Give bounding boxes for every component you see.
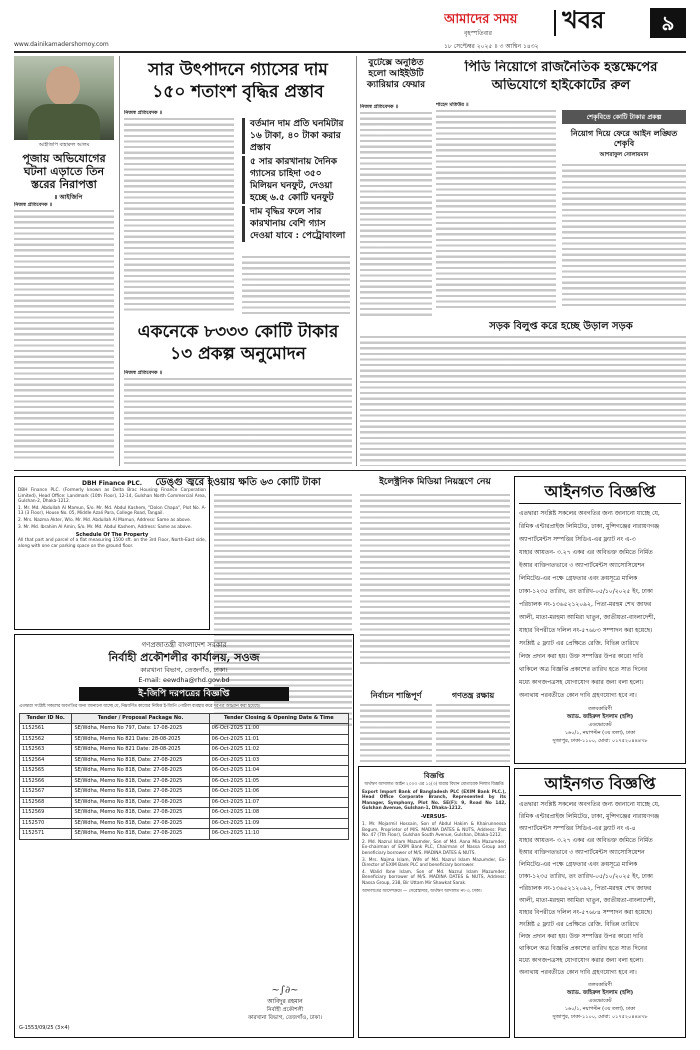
legal-notice-1-line: ঢাকা-১২৩৫ তারিখ, তং তারিখ-০৫/১০/২০২৫ ইং, ঢাকা (519, 588, 653, 595)
gas-bullet-1: বর্তমান দাম প্রতি ঘনমিটার ১৬ টাকা, ৪০ টাকা করার প্রস্তাব (242, 118, 350, 154)
legal-notice-1-line: ইআর ব্যক্তিগতভাবে ৩ অ্যাপার্টমেন্টস অ্যাসোসিয়েশন (519, 562, 645, 569)
table-row (20, 808, 349, 819)
section-title: খবর (562, 8, 605, 34)
legal-notice-2-line: ইআর ব্যক্তিগতভাবে ৩ অ্যাপার্টমেন্টস অ্যাসোসিয়েশন (519, 849, 645, 856)
left-headline: পূজায় অভিযোগের ঘটনা এড়াতে তিন স্তরের নিরাপত্তা (22, 152, 106, 191)
pdb-story (436, 56, 686, 318)
democracy-headline: গণতন্ত্র রক্ষায় (451, 690, 495, 700)
legal-notice-2-line: সংশ্লিষ্ট ৫ ফ্ল্যাট এর প্রেক্ষিতে রেজি. বিভিন্ন তারিখে (519, 921, 639, 928)
brand-logo: আমাদের সময় (444, 12, 518, 27)
egp-intro: এতদ্বারা সংশ্লিষ্ট সকলের অবগতির জন্য জানানো যাচ্ছে যে, নিম্নবর্ণিত কাজের নিমিত্ত ই-জিপি পোর্টাল ব্যবহার করে দরপত্র আহ্বান করা হয়েছে। (19, 704, 261, 709)
butex-sub: নিজস্ব প্রতিবেদক ॥ (360, 104, 399, 110)
legal-notice-1-line: অ্যাপার্টমেন্টস সম্পত্তির সিডিএ-এর ফ্ল্যাট নং এ-৩ (519, 536, 636, 543)
table-cell: SE/Wdha, Memo No 818, Date: 27-08-2025 (72, 818, 209, 829)
pdb-sub: শাহেদ মতিউর ॥ (436, 102, 469, 108)
legal-notice-2-line: রিমিক এন্টারপ্রাইজ লিমিটেড, ঢাকা, মুন্সিগঞ্জের নারায়ণগঞ্জ (519, 813, 660, 820)
legal-notice-2-address: ১৬০/১, নয়াপল্টন (৩য় তলা), ঢাকা (564, 1006, 636, 1012)
legal-notice-2-line: লিমিটেড-এর পক্ষে গ্রেফতার এবং ক্রয়সূত্রে মালিক (519, 861, 638, 868)
legal-notice-2-line: আলী, মাতা-মরহুমা আমিরা খাতুন, জাতীয়তা-বাংলাদেশী, (519, 897, 656, 904)
pdb-headline-1: পিডি নিয়োগে রাজনৈতিক হস্তক্ষেপের (464, 60, 658, 75)
sidebar-headline: নিয়োগ দিয়ে ফেরে আইন লঙ্ঘিত শেকৃবি (570, 128, 678, 148)
table-row (20, 818, 349, 829)
table-row (20, 776, 349, 787)
ecnec-headline-1: একনেকে ৮৩৩৩ কোটি টাকার (137, 322, 339, 342)
legal-notice-1-body (519, 507, 681, 702)
dengue-headline: ডেঙ্গু জ্বরে হওয়ায় ক্ষতি ৬৩ কোটি টাকা (155, 477, 321, 488)
legal-notice-2-phone: সুজাপুর, ঢাকা-১১০০, মোবা: ০১৭৫২০৪৪৪৭৮ (552, 1014, 648, 1020)
legal-notice-1-lawyer: অ্যাড. জহিরুল ইসলাম (হলি) (566, 714, 634, 720)
exim-defendant: 1. Mr. Mojarmil Hossain, Son of Abdul Hakim & Khairunnessa Begum, Proprietor of M/S. MADINA DATES & NUTS, Address: Plot No. 47 (7th Floor), Gulshan South Avenue, Gulshan, Dhaka-1212. (362, 821, 506, 839)
egp-email[interactable]: E-mail: eewdha@rhd.gov.bd (138, 676, 230, 684)
tender-table (19, 713, 349, 840)
table-row (20, 829, 349, 840)
ecnec-body (124, 378, 352, 464)
egp-signature (225, 985, 345, 1023)
legal-notice-1-title: আইনগত বিজ্ঞপ্তি (519, 481, 681, 504)
legal-notice-2-line: এতদ্বারা সংশ্লিষ্ট সকলের অবগতির জন্য জানানো যাচ্ছে যে, (519, 801, 660, 808)
signature-scrawl: ~∫∂~ (271, 985, 299, 996)
table-row (20, 797, 349, 808)
legal-notice-2-line: ঢাকা-১২৩৫ তারিখ, তং তারিখ-০৫/১০/২০২৫ ইং, ঢাকা (519, 873, 653, 880)
masthead-day: বৃহস্পতিবার (464, 30, 492, 37)
dbh-line: 2. Mrs. Nazma Akter, W/o. Mr. Md. Abdullah Al Mamun, Address: Same as above. (18, 517, 192, 523)
legal-notice-2-lawyer: অ্যাড. জহিরুল ইসলাম (হলি) (566, 990, 634, 996)
exim-defendant: 4. Walid Ibne Islam, Son of Md. Nazrul Islam Mazumder, Beneficiary borrower of M/S. MADINA DATES & NUTS, Address: Nassa Group, 238, Bir Uttam Mir Shawkat Sarak. (362, 869, 506, 886)
butex-story (360, 56, 432, 318)
tender-table-header (20, 713, 349, 724)
gas-bullet-2: ৫ সার কারখানায় দৈনিক গ্যাসের চাহিদা ৩৫০ মিলিয়ন ঘনফুট, দেওয়া হচ্ছে ৬.৫ কোটি ঘনফুট (242, 156, 350, 204)
legal-notice-1-line: লিমিটেড-এর পক্ষে গ্রেফতার এবং ক্রয়সূত্রে মালিক (519, 575, 638, 582)
tender-column-header: Tender / Proposal Package No. (72, 713, 209, 724)
dbh-notice (14, 476, 210, 630)
legal-notice-1-address: ১৬০/১, নয়াপল্টন (৩য় তলা), ঢাকা (564, 730, 636, 736)
exim-title: বিজ্ঞপ্তি (423, 772, 445, 780)
sidebar-box (562, 110, 686, 310)
election-body (360, 704, 432, 762)
gas-sub: নিজস্ব প্রতিবেদক ॥ (124, 110, 163, 116)
table-cell: 1152563 (20, 745, 72, 756)
website-url[interactable]: www.dainikamadershomoy.com (14, 41, 109, 48)
dbh-footer: All that part and parcel of a flat measuring 1500 sft. on the 3rd Floor, North-East side, along with one car parking space on the ground floor. (18, 538, 206, 549)
legal-notice-1-lawyer-title: এডভোকেট (588, 722, 612, 728)
democracy-body (436, 704, 510, 762)
legal-notice-2-body (519, 799, 681, 979)
table-cell: SE/Wdha, Memo No 818, Date: 27-08-2025 (72, 808, 209, 819)
table-cell: 1152561 (20, 724, 72, 735)
road-headline: সড়ক বিলুপ্ত করে হচ্ছে উড়াল সড়ক (489, 321, 633, 332)
left-byline: ॥ আইজিপি (54, 194, 83, 201)
butex-body (360, 112, 432, 316)
legal-notice-1-line: থাকিলে অত্র বিজ্ঞপ্তি প্রকাশের তারিখ হতে সাত দিনের (519, 666, 648, 673)
table-cell: SE/Wdha, Memo No 821 Date: 28-08-2025 (72, 734, 209, 745)
exim-defendant: 2. Md. Nazrul Islam Mazumder, Son of Md. Aana Mia Mazumder, Ex-chairman of EXIM Bank PLC, Chairman of Nassa Group and beneficiary borrower of M/S. MADINA DATES & NUTS. (362, 839, 506, 856)
legal-notice-1 (514, 476, 686, 764)
egp-signer-office: কারখানা বিভাগ, তেজগাঁও, ঢাকা। (248, 1015, 322, 1021)
legal-notice-1-line: সংশ্লিষ্ট ৫ ফ্ল্যাট এর প্রেক্ষিতে রেজি. বিভিন্ন তারিখে (519, 640, 639, 647)
gas-headline-1: সার উৎপাদনে গ্যাসের দাম (148, 60, 328, 80)
table-cell: 06-Oct-2025 11:02 (209, 745, 348, 756)
table-cell: 1152567 (20, 787, 72, 798)
table-row (20, 787, 349, 798)
exim-intro: অর্থঋণ আদালত আইন ২০০৩ এর ১২(৩) ধারার বিধান মোতাবেক নিলাম বিজ্ঞপ্তি (364, 782, 504, 787)
gas-body-left (124, 118, 234, 314)
exim-bank: Export Import Bank of Bangladesh PLC (EXIM Bank PLC.), Head Office Corporate Branch, Represented by its Manager, Symphony, Plot No. SE(F): 9, Road No 142, Gulshan Avenue, Gulshan-1, Dhaka-1212. (362, 789, 506, 812)
exim-notice (358, 766, 510, 1038)
portrait-face (46, 66, 80, 106)
egp-division: কারখানা বিভাগ, তেজগাঁও, ঢাকা। (140, 666, 228, 674)
table-cell: SE/Wdha, Memo No 818, Date: 27-08-2025 (72, 797, 209, 808)
igp-portrait (14, 56, 114, 140)
exim-versus: -VERSUS- (420, 813, 448, 820)
table-cell: SE/Wdha, Memo No 818, Date: 27-08-2025 (72, 755, 209, 766)
table-cell: 1152565 (20, 766, 72, 777)
legal-notice-1-line: অন্যথায় পরবর্তীতে কোন দাবি গ্রহণযোগ্য হবে না। (519, 692, 637, 699)
legal-notice-1-line: লিজ প্রদান করা হয়। উক্ত সম্পত্তির উপর কারো দাবি (519, 653, 643, 660)
page-number-badge (650, 8, 686, 38)
legal-notice-1-line: রিমিক এন্টারপ্রাইজ লিমিটেড, ঢাকা, মুন্সিগঞ্জের নারায়ণগঞ্জ (519, 523, 660, 530)
legal-notice-2-line: যাহার বিপরীতে দলিল নং-৫৭৬৮৪ সম্পাদন করা হয়েছে। (519, 909, 653, 916)
table-cell: 06-Oct-2025 11:08 (209, 808, 348, 819)
left-body (14, 210, 114, 460)
masthead (14, 8, 686, 50)
gas-headline-2: ১৫০ শতাংশ বৃদ্ধির প্রস্তাব (152, 82, 324, 102)
table-cell: 1152571 (20, 829, 72, 840)
legal-notice-2-title: আইনগত বিজ্ঞপ্তি (519, 773, 681, 796)
gas-bullet-3: দাম বৃদ্ধির ফলে সার কারখানায় বেশি গ্যাস দেওয়া যাবে : পেট্রোবাংলা (242, 206, 350, 242)
legal-notice-1-phone: সুজাপুর, ঢাকা-১১০০, মোবা: ০১৭৫২০৪৪৪৭৮ (552, 738, 648, 744)
exim-defendants (362, 822, 506, 887)
ecnec-story (124, 322, 352, 466)
butex-headline: বুটেক্সে অনুষ্ঠিত হলো আইইউটি ক্যারিয়ার ফেয়ার (366, 58, 426, 90)
table-row (20, 745, 349, 756)
table-cell: SE/Wdha, Memo No 818, Date: 27-08-2025 (72, 776, 209, 787)
table-cell: 06-Oct-2025 11:03 (209, 755, 348, 766)
table-cell: 1152566 (20, 776, 72, 787)
table-cell: 1152568 (20, 797, 72, 808)
egp-ref: G-1553/09/25 (3×4) (19, 1025, 70, 1031)
legal-notice-1-line: পরিচালক নং-১৩৬৫২১২০৯২, পিতা-মরহুম শেখ জাফর (519, 601, 652, 608)
table-cell: 06-Oct-2025 11:07 (209, 797, 348, 808)
table-cell: SE/Wdha, Memo No 818, Date: 27-08-2025 (72, 829, 209, 840)
sidebar-label: শেকৃবিতে কোটি টাকার প্রকল্প (562, 110, 686, 124)
table-cell: 06-Oct-2025 11:00 (209, 724, 348, 735)
egp-title: ই-জিপি দরপত্রের বিজ্ঞপ্তি (79, 687, 289, 701)
legal-notice-1-line: মধ্যে কাগজপত্রসহ যোগাযোগ করার জন্য বলা হলো। (519, 679, 644, 686)
dbh-line: 3. Mr. Md. Ibrahim Al Amin, S/o. Mr. Md. Abdul Kashem, Address: Same as above. (18, 524, 192, 530)
exim-footer: আদালতের আদেশক্রমে — সেরেস্তাদার, অর্থঋণ আদালত নং-৩, ঢাকা। (362, 888, 482, 894)
table-cell: 06-Oct-2025 11:10 (209, 829, 348, 840)
table-cell: 06-Oct-2025 11:01 (209, 734, 348, 745)
road-body (360, 336, 686, 466)
legal-notice-2-line: থাকিলে অত্র বিজ্ঞপ্তি প্রকাশের তারিখ হতে সাত দিনের (519, 945, 648, 952)
left-sub: নিজস্ব প্রতিবেদক ॥ (14, 202, 53, 208)
media-headline: ইলেক্ট্রনিক মিডিয়া নিয়ন্ত্রণে নেয় (379, 477, 491, 487)
legal-notice-2-line: যাহার আয়তন- ৩.২৭ একর এর অবিভক্ত জমিতে নির্মিত (519, 837, 653, 844)
dbh-line: 1. Mr. Md. Abdullah Al Mamun, S/o. Mr. Md. Abdul Kashem, "Dolon Chapa", Plot No. A-13 (3 Floor), House No. 05, Middle Azali Para, College Road, Tangail. (18, 505, 206, 517)
table-cell: SE/Wdha, Memo No 818, Date: 27-08-2025 (72, 766, 209, 777)
legal-notice-1-line: যাহার আয়তন- ৩.২৭ একর এর অবিভক্ত জমিতে নির্মিত (519, 549, 653, 556)
legal-notice-1-line: আলী, মাতা-মরহুমা আমিরা খাতুন, জাতীয়তা-বাংলাদেশী, (519, 614, 656, 621)
table-cell: SE/Wdha, Memo No 821 Date: 28-08-2025 (72, 745, 209, 756)
legal-notice-2-line: অন্যথায় পরবর্তীতে কোন দাবি গ্রহণযোগ্য হবে না। (519, 969, 637, 976)
dbh-body (18, 488, 206, 530)
ecnec-headline-2: ১৩ প্রকল্প অনুমোদন (170, 344, 306, 364)
egp-signer-title: নির্বাহী প্রকৌশলী (266, 1007, 304, 1013)
exim-defendant: 3. Mrs. Najma Islam, Wife of Md. Nazrul Islam Mazumder, Ex-Director of EXIM Bank PLC and beneficiary borrower. (362, 857, 506, 869)
mid-divider (14, 470, 686, 471)
left-column (14, 56, 116, 466)
legal-notice-2-line: লিজ প্রদান করা হয়। উক্ত সম্পত্তির উপর কারো দাবি (519, 933, 643, 940)
table-row (20, 766, 349, 777)
gas-body-right (242, 256, 350, 314)
table-row (20, 724, 349, 735)
date-line: ১৮ সেপ্টেম্বর ২০২৫ ॥ ৩ আশ্বিন ১৪৩২ (444, 43, 539, 50)
table-cell: 1152564 (20, 755, 72, 766)
table-cell: SE/Wdha, Memo No 797, Date: 17-08-2025 (72, 724, 209, 735)
legal-notice-2-lawyer-title: এডভোকেট (588, 998, 612, 1004)
legal-notice-2-line: পরিচালক নং-১৩৬৫২১২০৯২, পিতা-মরহুম শেখ জাফর (519, 885, 652, 892)
table-cell: 06-Oct-2025 11:06 (209, 787, 348, 798)
table-cell: 06-Oct-2025 11:05 (209, 776, 348, 787)
dbh-schedule-title: Schedule Of The Property (75, 532, 149, 539)
table-cell: 1152569 (20, 808, 72, 819)
gas-story (124, 56, 352, 318)
pdb-body (436, 110, 556, 310)
legal-notice-1-line: যাহার বিপরীতে দলিল নং-৫৭৬৮৩ সম্পাদন করা হয়েছে। (519, 627, 653, 634)
tender-column-header: Tender Closing & Opening Date & Time (209, 713, 348, 724)
col-divider-1 (119, 56, 120, 466)
media-body (360, 494, 510, 664)
table-row (20, 755, 349, 766)
col-divider-2 (356, 56, 357, 466)
tender-column-header: Tender ID No. (20, 713, 72, 724)
legal-notice-2-line: মধ্যে কাগজপত্রসহ যোগাযোগ করার জন্য বলা হলো। (519, 957, 644, 964)
table-cell: 06-Oct-2025 11:04 (209, 766, 348, 777)
election-headline: নির্বাচন শান্তিপূর্ণ (370, 690, 422, 700)
dbh-title: DBH Finance PLC. (81, 480, 143, 487)
legal-notice-1-signed: তলবকারিণী (588, 706, 612, 712)
legal-notice-2-line: অ্যাপার্টমেন্টস সম্পত্তির সিডিএ-এর ফ্ল্যাট নং এ-৪ (519, 825, 636, 832)
legal-notice-2-signed: তলবকারিণী (588, 982, 612, 988)
sidebar-body (562, 164, 686, 308)
ecnec-sub: নিজস্ব প্রতিবেদক ॥ (124, 370, 163, 376)
table-cell: 1152570 (20, 818, 72, 829)
portrait-caption: আইজিপি বাহারুল আলম (38, 142, 90, 148)
egp-notice (14, 634, 354, 1038)
egp-signer-name: আবিদুর রহমান (267, 998, 303, 1005)
page-number: ৯ (661, 11, 675, 35)
table-cell: SE/Wdha, Memo No 818, Date: 27-08-2025 (72, 787, 209, 798)
egp-govt: গণপ্রজাতন্ত্রী বাংলাদেশ সরকার (141, 641, 227, 649)
egp-office: নির্বাহী প্রকৌশলীর কার্যালয়, সওজ (108, 651, 260, 664)
table-row (20, 734, 349, 745)
sidebar-byline: আশরাফুল সোলায়মান (599, 152, 649, 158)
masthead-rule (554, 10, 556, 36)
legal-notice-2 (514, 768, 686, 1038)
legal-notice-1-line: এতদ্বারা সংশ্লিষ্ট সকলের অবগতির জন্য জানানো যাচ্ছে যে, (519, 510, 660, 517)
dbh-line: DBH Finance PLC. (Formerly known as Delta Brac Housing Finance Corporation Limited), Head Office: Landmark (10th Floor), 12-14, Gulshan North Commercial Area, Gulshan-2, Dhaka-1212. (18, 488, 206, 505)
portrait-uniform (28, 104, 100, 140)
table-cell: 1152562 (20, 734, 72, 745)
masthead-divider (14, 51, 686, 53)
table-cell: 06-Oct-2025 11:09 (209, 818, 348, 829)
pdb-headline-2: অভিযোগে হাইকোর্টের রুল (491, 78, 631, 93)
